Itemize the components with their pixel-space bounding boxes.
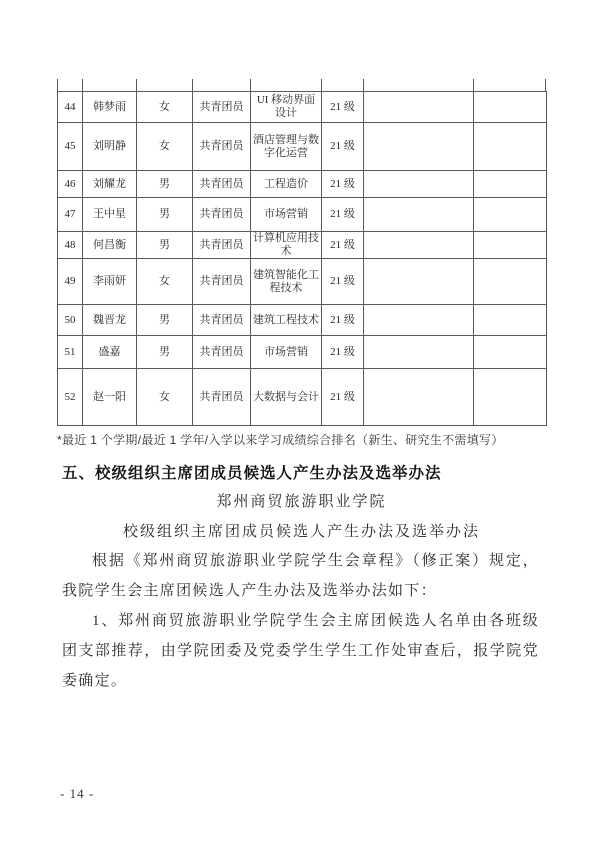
stub-vertical-line — [136, 79, 137, 91]
table-row — [58, 259, 547, 305]
cell-major: 建筑智能化工程技术 — [251, 259, 322, 305]
page-number: - 14 - — [60, 786, 95, 801]
cell-grade: 21 级 — [322, 259, 364, 305]
cell-gender: 男 — [137, 198, 193, 232]
cell-name: 王中星 — [83, 198, 137, 232]
cell-no: 49 — [58, 259, 83, 305]
cell-blank-1 — [364, 369, 474, 426]
table-row — [58, 305, 547, 336]
cell-name: 李雨妍 — [83, 259, 137, 305]
cell-no: 47 — [58, 198, 83, 232]
cell-blank-2 — [474, 171, 547, 198]
ranking-footnote: *最近 1 个学期/最近 1 学年/入学以来学习成绩综合排名（新生、研究生不需填写） — [57, 433, 504, 447]
cell-no: 52 — [58, 369, 83, 426]
table-continuation-stub — [57, 79, 546, 91]
cell-major: 工程造价 — [251, 171, 322, 198]
section-heading: 五、校级组织主席团成员候选人产生办法及选举办法 — [62, 465, 442, 482]
stub-vertical-line — [363, 79, 364, 91]
table-row — [58, 123, 547, 171]
cell-gender: 男 — [137, 232, 193, 259]
stub-vertical-line — [545, 79, 546, 91]
stub-vertical-line — [57, 79, 58, 91]
cell-major: 计算机应用技术 — [251, 232, 322, 259]
paragraph-basis: 根据《郑州商贸旅游职业学院学生会章程》（修正案）规定，我院学生会主席团候选人产生办法及选举办法如下： — [62, 553, 539, 599]
cell-no: 48 — [58, 232, 83, 259]
cell-political-status: 共青团员 — [193, 198, 251, 232]
stub-vertical-line — [82, 79, 83, 91]
cell-political-status: 共青团员 — [193, 369, 251, 426]
cell-name: 韩梦雨 — [83, 92, 137, 123]
method-subtitle-line: 校级组织主席团成员候选人产生办法及选举办法 — [122, 524, 480, 540]
cell-blank-1 — [364, 232, 474, 259]
cell-gender: 男 — [137, 305, 193, 336]
cell-gender: 女 — [137, 369, 193, 426]
cell-name: 魏晋龙 — [83, 305, 137, 336]
cell-no: 51 — [58, 336, 83, 369]
cell-name: 盛嘉 — [83, 336, 137, 369]
stub-vertical-line — [321, 79, 322, 91]
cell-political-status: 共青团员 — [193, 92, 251, 123]
table-row — [58, 171, 547, 198]
cell-blank-2 — [474, 369, 547, 426]
cell-major: UI 移动界面设计 — [251, 92, 322, 123]
cell-name: 刘耀龙 — [83, 171, 137, 198]
cell-grade: 21 级 — [322, 232, 364, 259]
stub-vertical-line — [250, 79, 251, 91]
cell-grade: 21 级 — [322, 123, 364, 171]
cell-gender: 女 — [137, 259, 193, 305]
paragraph-item-1: 1、郑州商贸旅游职业学院学生会主席团候选人名单由各班级团支部推荐，由学院团委及党委学生学生工作处审查后，报学院党委确定。 — [62, 613, 539, 689]
cell-blank-1 — [364, 259, 474, 305]
cell-blank-2 — [474, 259, 547, 305]
cell-blank-1 — [364, 92, 474, 123]
cell-name: 何昌衡 — [83, 232, 137, 259]
table-row — [58, 232, 547, 259]
cell-political-status: 共青团员 — [193, 259, 251, 305]
cell-grade: 21 级 — [322, 171, 364, 198]
cell-blank-2 — [474, 198, 547, 232]
cell-name: 赵一阳 — [83, 369, 137, 426]
cell-gender: 女 — [137, 92, 193, 123]
cell-major: 市场营销 — [251, 336, 322, 369]
cell-blank-2 — [474, 232, 547, 259]
cell-blank-1 — [364, 305, 474, 336]
cell-political-status: 共青团员 — [193, 232, 251, 259]
cell-blank-1 — [364, 336, 474, 369]
cell-blank-2 — [474, 92, 547, 123]
cell-political-status: 共青团员 — [193, 336, 251, 369]
table-row — [58, 369, 547, 426]
cell-blank-1 — [364, 198, 474, 232]
table-row — [58, 336, 547, 369]
cell-gender: 男 — [137, 171, 193, 198]
cell-grade: 21 级 — [322, 198, 364, 232]
cell-no: 46 — [58, 171, 83, 198]
cell-blank-2 — [474, 336, 547, 369]
cell-major: 大数据与会计 — [251, 369, 322, 426]
cell-name: 刘明静 — [83, 123, 137, 171]
cell-blank-2 — [474, 305, 547, 336]
cell-political-status: 共青团员 — [193, 305, 251, 336]
cell-no: 45 — [58, 123, 83, 171]
table-row — [58, 198, 547, 232]
cell-blank-1 — [364, 123, 474, 171]
cell-blank-1 — [364, 171, 474, 198]
candidate-roster-table — [57, 91, 547, 426]
cell-grade: 21 级 — [322, 336, 364, 369]
stub-vertical-line — [473, 79, 474, 91]
cell-political-status: 共青团员 — [193, 171, 251, 198]
cell-grade: 21 级 — [322, 369, 364, 426]
stub-vertical-line — [192, 79, 193, 91]
cell-political-status: 共青团员 — [193, 123, 251, 171]
cell-major: 酒店管理与数字化运营 — [251, 123, 322, 171]
cell-gender: 男 — [137, 336, 193, 369]
cell-grade: 21 级 — [322, 92, 364, 123]
cell-gender: 女 — [137, 123, 193, 171]
college-name-line: 郑州商贸旅游职业学院 — [216, 494, 387, 510]
cell-no: 44 — [58, 92, 83, 123]
cell-major: 市场营销 — [251, 198, 322, 232]
cell-grade: 21 级 — [322, 305, 364, 336]
cell-major: 建筑工程技术 — [251, 305, 322, 336]
cell-blank-2 — [474, 123, 547, 171]
table-row — [58, 92, 547, 123]
cell-no: 50 — [58, 305, 83, 336]
